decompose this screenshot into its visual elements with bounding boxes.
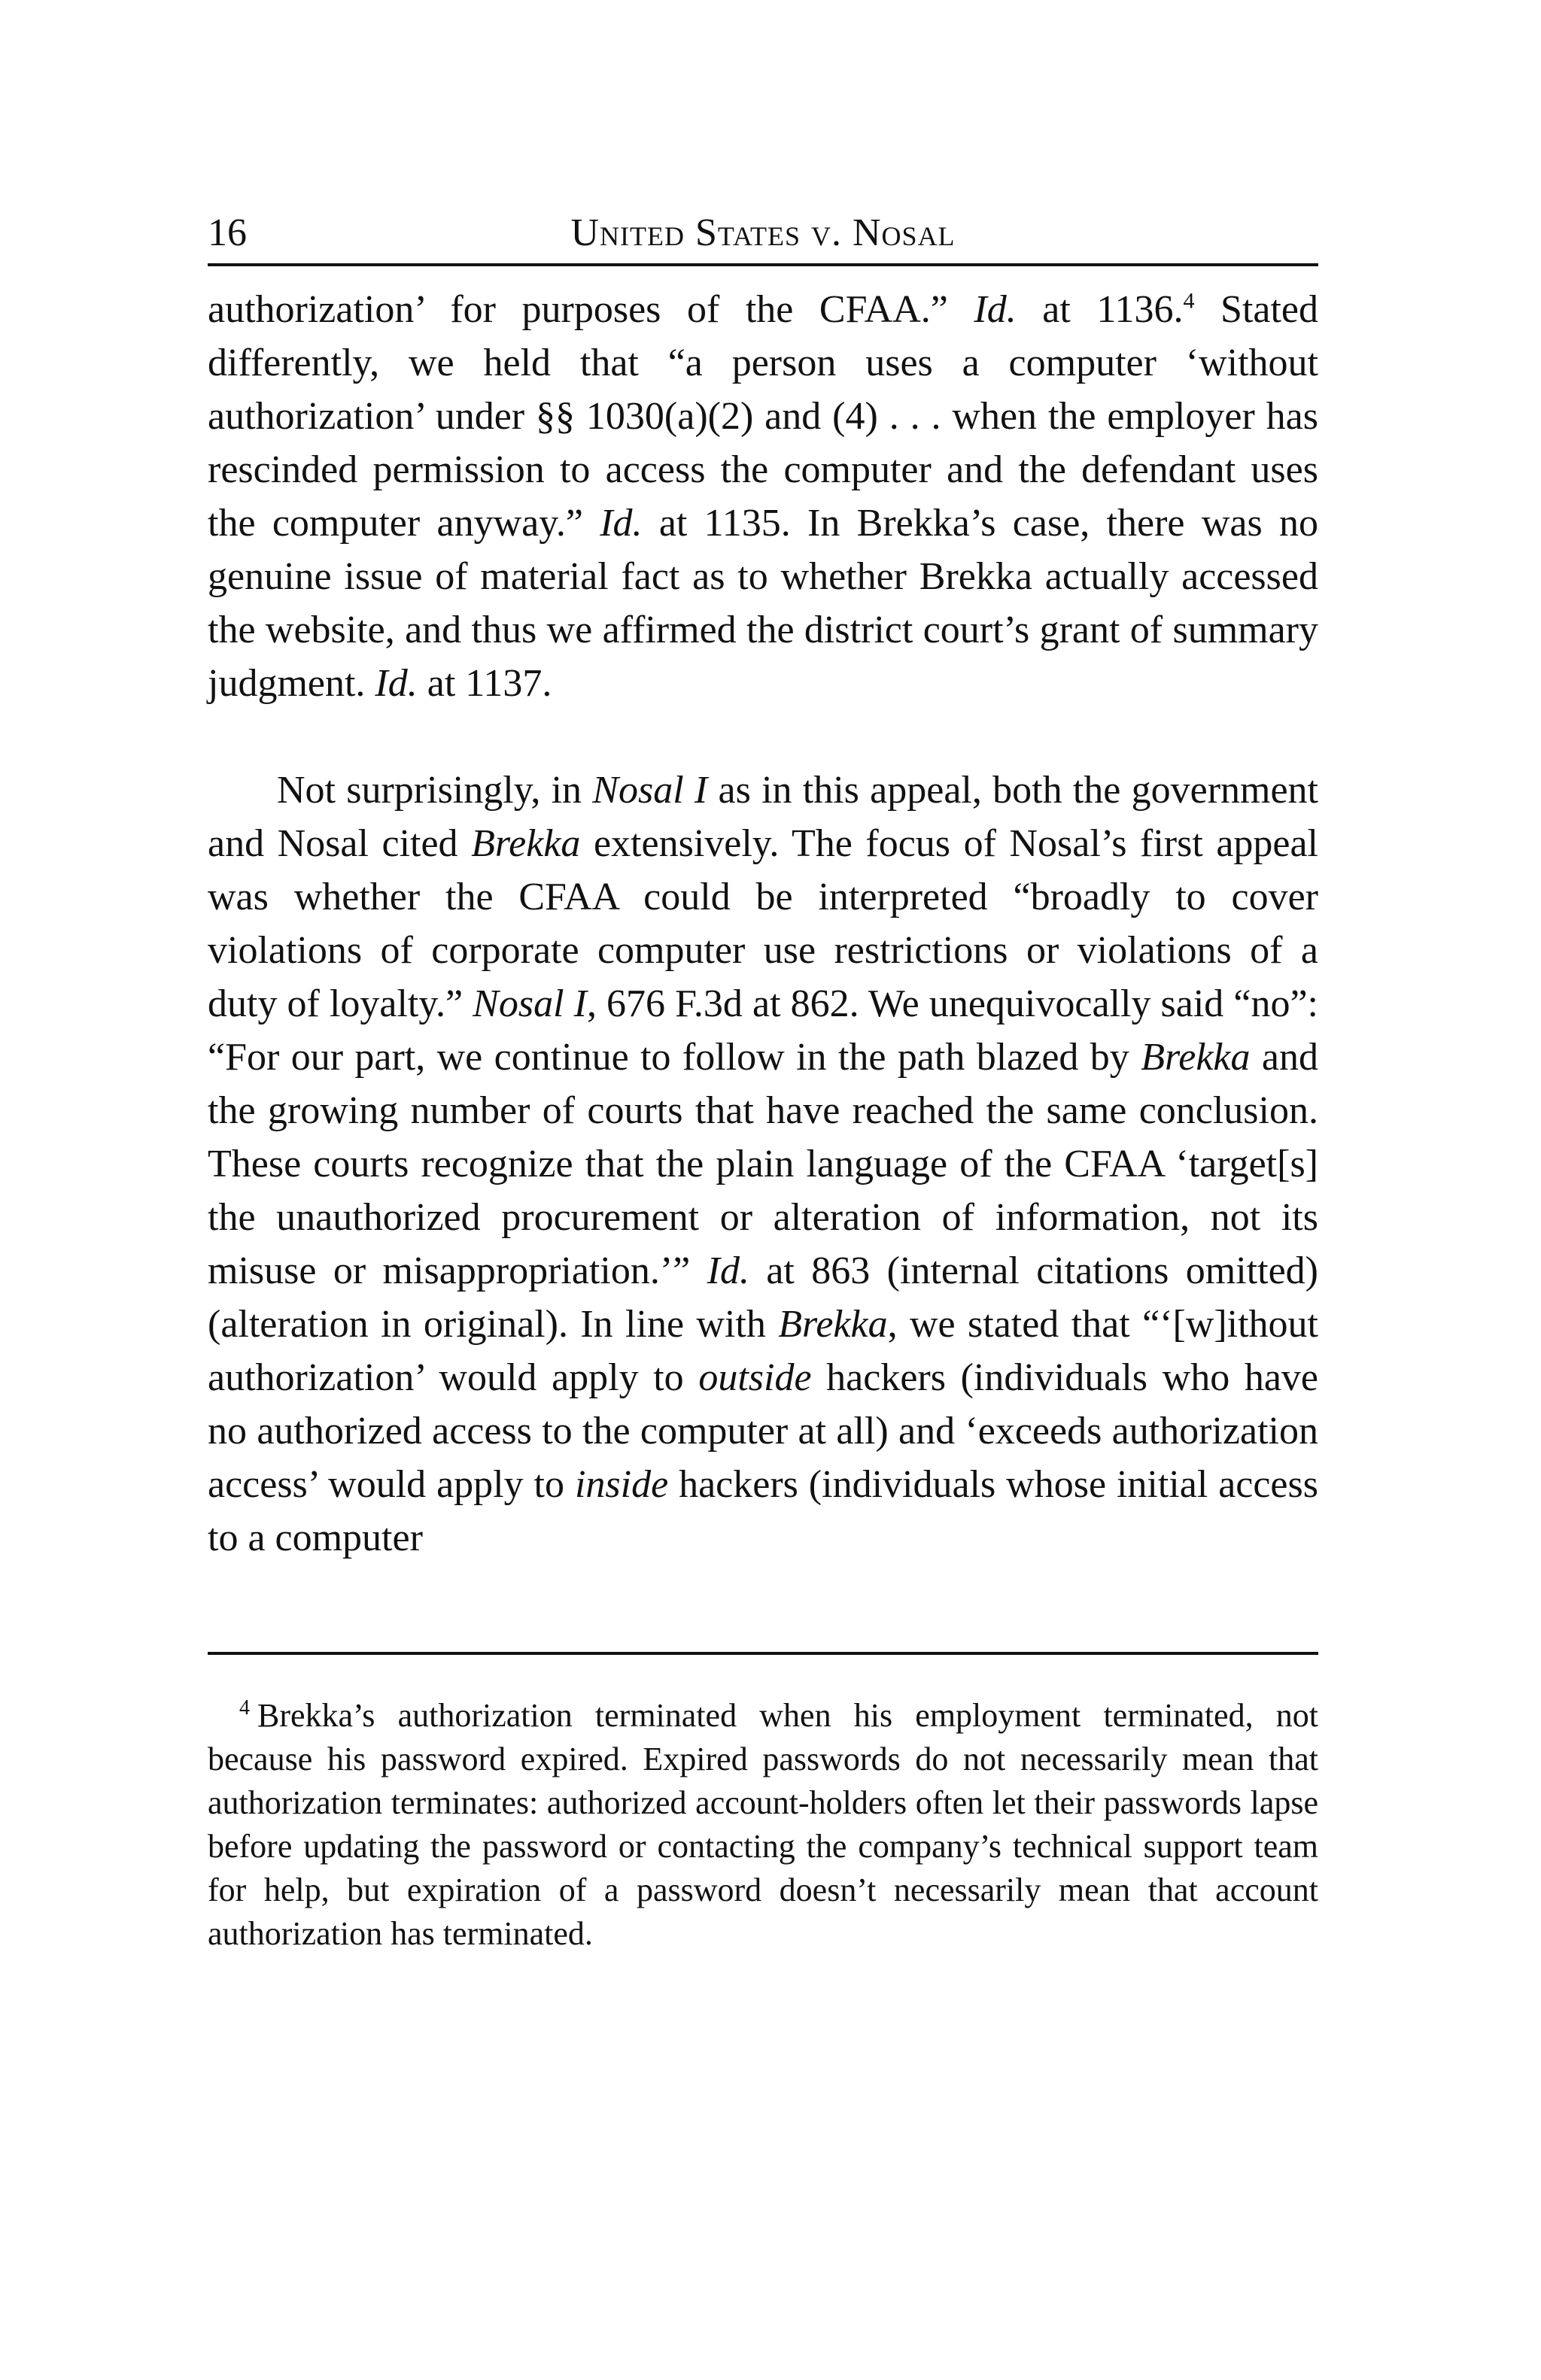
p2-text-1: Not surprisingly, in: [277, 769, 593, 812]
p1-text-4: at 1135. In Brekka’s case, there was no genuine issue of material fact as to whether Brekka actually accessed the website, and thus we affirmed the district court’s grant of summary judgment.: [208, 502, 1318, 705]
p1-text-2: at 1136.: [1016, 288, 1184, 331]
footnote-reference[interactable]: 4: [1183, 288, 1195, 314]
footnote-text: Brekka’s authorization terminated when his employment terminated, not because his password expired. Expired passwords do not necessarily mean that authorization terminates: authorized account-holders often let their passwords lapse before updating the password or contacting the company’s technical support team for help, but expiration of a password doesn’t necessarily mean that account authorization has terminated.: [208, 1697, 1318, 1952]
p2-brekka-2: Brekka: [1141, 1036, 1251, 1079]
p1-text-3: Stated differently, we held that “a person uses a computer ‘without authorization’ under §§ 1030(a)(2) and (4) . . . when the employer has rescinded permission to access the computer and the defendant uses the computer anyway.”: [208, 288, 1318, 545]
p1-id-3: Id.: [375, 662, 418, 705]
p2-nosal-2: Nosal I: [473, 982, 587, 1025]
p1-text-5: at 1137.: [417, 662, 552, 705]
p1-id-1: Id.: [974, 288, 1017, 331]
p2-text-7: , we stated that “‘[w]ithout authorization’ would apply to: [208, 1303, 1318, 1399]
document-page: [208, 203, 1318, 1989]
page-number: 16: [208, 211, 247, 254]
body-text: [208, 283, 1318, 1565]
p2-text-4: , 676 F.3d at 862. We unequivocally said “no”: “For our part, we continue to follow in the path blazed by: [208, 982, 1318, 1079]
footnote-4: [208, 1694, 1318, 1956]
p2-inside: inside: [574, 1463, 669, 1506]
p2-text-5: and the growing number of courts that have reached the same conclusion. These courts recognize that the plain language of the CFAA ‘target[s] the unauthorized procurement or alteration of information, not its misuse or misappropriation.’”: [208, 1036, 1318, 1292]
footnote-marker: 4: [239, 1696, 250, 1720]
p2-brekka-3: Brekka: [778, 1303, 888, 1346]
page-header: [208, 203, 1318, 266]
p2-text-9: hackers (individuals whose initial access to a computer: [208, 1463, 1318, 1559]
running-title: United States v. Nosal: [570, 211, 956, 254]
p2-brekka-1: Brekka: [471, 822, 581, 865]
p2-text-3: extensively. The focus of Nosal’s first appeal was whether the CFAA could be interpreted “broadly to cover violations of corporate computer use restrictions or violations of a duty of loyalty.”: [208, 822, 1319, 1025]
p2-outside: outside: [698, 1356, 812, 1399]
p2-nosal-1: Nosal I: [592, 769, 708, 812]
p2-text-6: at 863 (internal citations omitted) (alteration in original). In line with: [208, 1249, 1318, 1346]
p1-text-1: authorization’ for purposes of the CFAA.”: [208, 288, 974, 331]
p2-id-1: Id.: [707, 1249, 749, 1292]
p2-text-2: as in this appeal, both the government and Nosal cited: [208, 769, 1318, 865]
p2-text-8: hackers (individuals who have no authorized access to the computer at all) and ‘exceeds authorization access’ would apply to: [208, 1356, 1318, 1506]
footnote-divider: [208, 1652, 1318, 1655]
paragraph-1: [208, 283, 1318, 710]
p1-id-2: Id.: [600, 502, 643, 545]
paragraph-2: [208, 763, 1318, 1565]
